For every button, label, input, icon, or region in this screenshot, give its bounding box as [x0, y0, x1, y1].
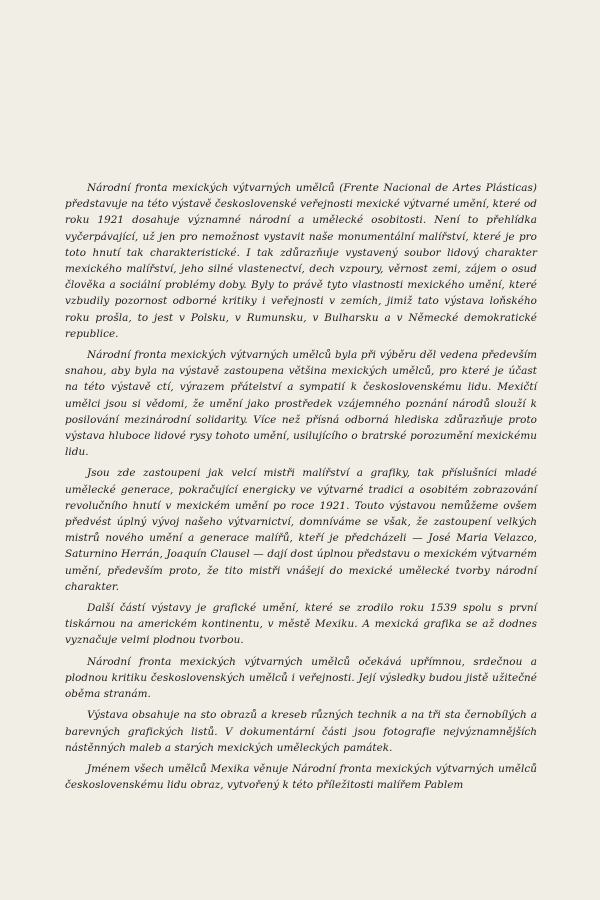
- paragraph: Další částí výstavy je grafické umění, které se zrodilo roku 1539 spolu s první tiskárnou na americkém kontinentu, v městě Mexiku. A mexická grafika se až dodnes vyznačuje velmi plodnou tvorbou.: [65, 602, 537, 647]
- paragraph: Národní fronta mexických výtvarných umělců byla při výběru děl vedena především snahou, aby byla na výstavě zastoupena většina mexických umělců, pro které je účast na této výstavě ctí, výrazem přátelství a sympatií k československému lidu. Mexičtí umělci jsou si vědomi, že umění jako prostředek vzájemného poznání národů slouží k posilování mezinárodní solidarity. Více než přísná odborná hlediska zdůrazňuje proto výstava hluboce lidové rysy tohoto umění, usilujícího o bratrské porozumění mexickému lidu.: [65, 349, 537, 459]
- body-text: [65, 180, 537, 793]
- paragraph: Jménem všech umělců Mexika věnuje Národní fronta mexických výtvarných umělců československému lidu obraz, vytvořený k této příležitosti malířem Pablem: [65, 762, 537, 792]
- paragraph: Výstava obsahuje na sto obrazů a kreseb různých technik a na tři sta černobílých a barevných grafických listů. V dokumentární části jsou fotografie nejvýznamnějších nástěnných maleb a starých mexických uměleckých památek.: [65, 709, 537, 754]
- paragraph: Národní fronta mexických výtvarných umělců očekává upřímnou, srdečnou a plodnou kritiku československých umělců i veřejnosti. Její výsledky budou jistě užitečné oběma stranám.: [65, 655, 537, 701]
- paragraph: Jsou zde zastoupeni jak velcí mistři malířství a grafiky, tak příslušníci mladé umělecké generace, pokračující energicky ve výtvarné tradici a osobitém zobrazování revolučního hnutí v mexickém umění po roce 1921. Touto výstavou nemůžeme ovšem předvést úplný vývoj našeho výtvarnictví, domníváme se však, že zastoupení velkých mistrů nového umění a generace malířů, kteří je předcházeli — José Maria Velazco, Saturnino Herrán, Joaquín Clausel — dají dost úplnou představu o mexickém výtvarném umění, především proto, že tito mistři vnášejí do mexické umělecké tvorby národní charakter.: [65, 467, 537, 593]
- paragraph: Národní fronta mexických výtvarných umělců (Frente Nacional de Artes Plásticas) představuje na této výstavě československé veřejnosti mexické výtvarné umění, které od roku 1921 dosahuje významné národní a umělecké osobitosti. Není to přehlídka vyčerpávající, už jen pro nemožnost vystavit naše monumentální malířství, které je pro toto hnutí tak charakteristické. I tak zdůrazňuje vystavený soubor lidový charakter mexického malířství, jeho silné vlastenectví, dech vzpoury, věrnost zemi, zájem o osud člověka a sociální problémy doby. Byly to právě tyto vlastnosti mexického umění, které vzbudily pozornost odborné kritiky i veřejnosti v zemích, jimiž tato výstava loňského roku prošla, to jest v Polsku, v Rumunsku, v Bulharsku a v Německé demokratické republice.: [65, 182, 537, 340]
